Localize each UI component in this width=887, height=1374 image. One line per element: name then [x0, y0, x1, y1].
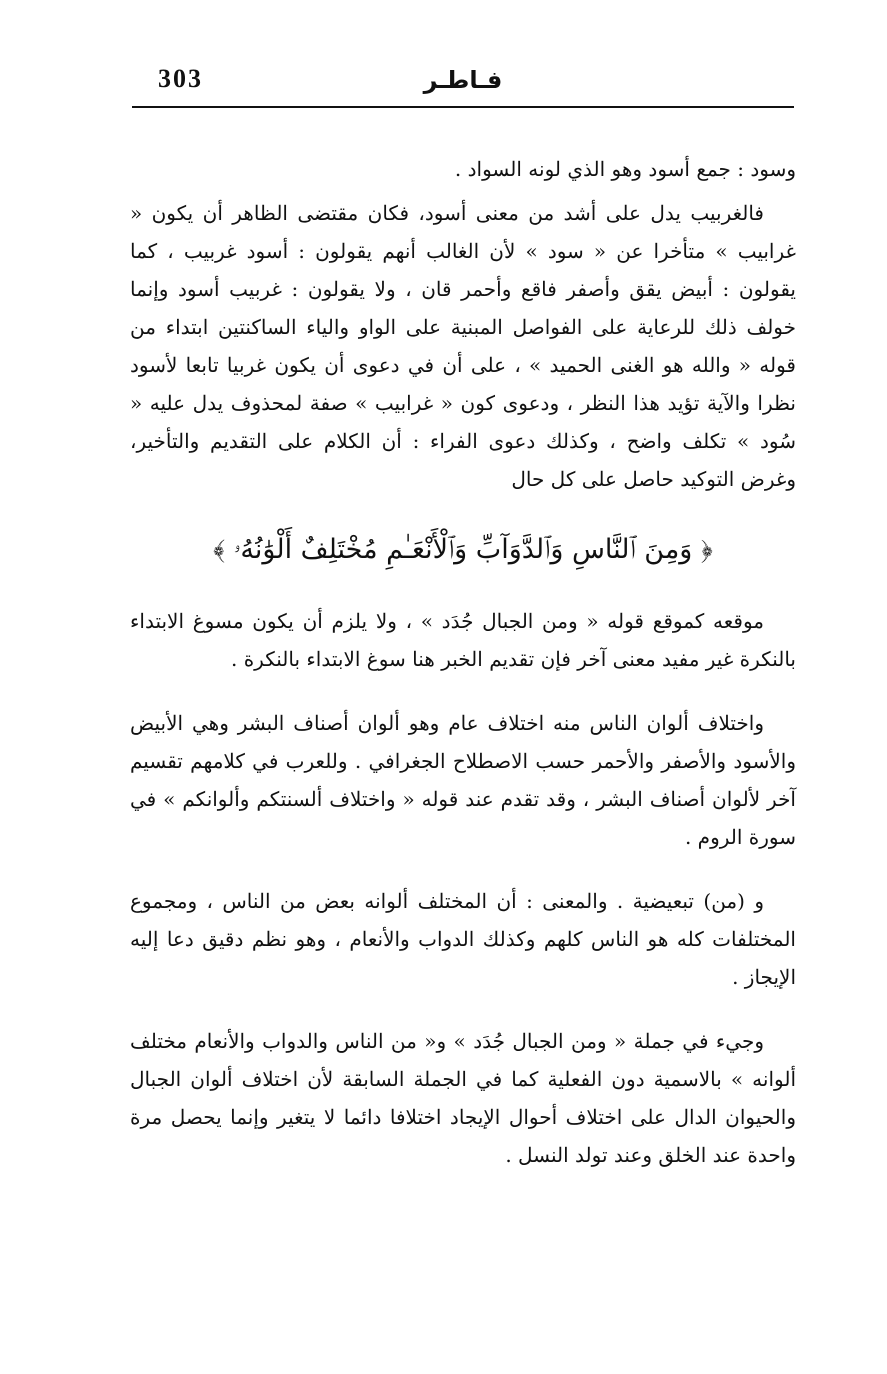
gharbib-paragraph: فالغربيب يدل على أشد من معنى أسود، فكان مقتضى الظاهر أن يكون « غرابيب » متأخرا عن « سود » لأن الغالب أنهم يقولون : أسود غربيب ، كما يقولون : أبيض يقق وأصفر فاقع وأحمر قان ، ولا يقولون : غربيب أسود وإنما خولف ذلك للرعاية على الفواصل المبنية على الواو والياء الساكنتين ابتداء من قوله « والله هو الغنى الحميد » ، على أن في دعوى أن يكون غربيا تابعا لأسود نظرا والآية تؤيد هذا النظر ، ودعوى كون « غرابيب » صفة لمحذوف يدل عليه « سُود » تكلف واضح ، وكذلك دعوى الفراء : أن الكلام على التقديم والتأخير، وغرض التوكيد حاصل على كل حال: [130, 201, 796, 491]
quran-verse: ﴿ وَمِنَ ٱلنَّاسِ وَٱلدَّوَآبِّ وَٱلْأَنْعَـٰمِ مُخْتَلِفٌ أَلْوَٰنُهُۥ ﴾: [213, 534, 713, 565]
page-header: [132, 60, 794, 108]
partitive-paragraph: و (من) تبعيضية . والمعنى : أن المختلف ألوانه بعض من الناس ، ومجموع المختلفات كله هو الناس كلهم وكذلك الدواب والأنعام ، وهو نظم دقيق دعا إليه الإيجاز .: [130, 889, 796, 989]
surah-name: فـاطـر: [423, 66, 503, 94]
page-body: [130, 150, 796, 1174]
position-paragraph: موقعه كموقع قوله « ومن الجبال جُدَد » ، ولا يلزم أن يكون مسوغ الابتداء بالنكرة غير مفيد معنى آخر فإن تقديم الخبر هنا سوغ الابتداء بالنكرة .: [130, 609, 796, 671]
definition-paragraph: وسود : جمع أسود وهو الذي لونه السواد .: [454, 157, 796, 181]
page-number: 303: [158, 64, 203, 93]
colors-paragraph: واختلاف ألوان الناس منه اختلاف عام وهو ألوان أصناف البشر وهي الأبيض والأسود والأصفر والأحمر حسب الاصطلاح الجغرافي . وللعرب في كلامهم تقسيم آخر لألوان أصناف البشر ، وقد تقدم عند قوله « واختلاف ألسنتكم وألوانكم » في سورة الروم .: [130, 711, 796, 849]
nominal-sentence-paragraph: وجيء في جملة « ومن الجبال جُدَد » و« من الناس والدواب والأنعام مختلف ألوانه » بالاسمية دون الفعلية كما في الجملة السابقة لأن اختلاف ألوان الجبال والحيوان الدال على اختلاف أحوال الإيجاد اختلافا دائما لا يتغير وإنما يحصل مرة واحدة عند الخلق وعند تولد النسل .: [130, 1029, 796, 1167]
